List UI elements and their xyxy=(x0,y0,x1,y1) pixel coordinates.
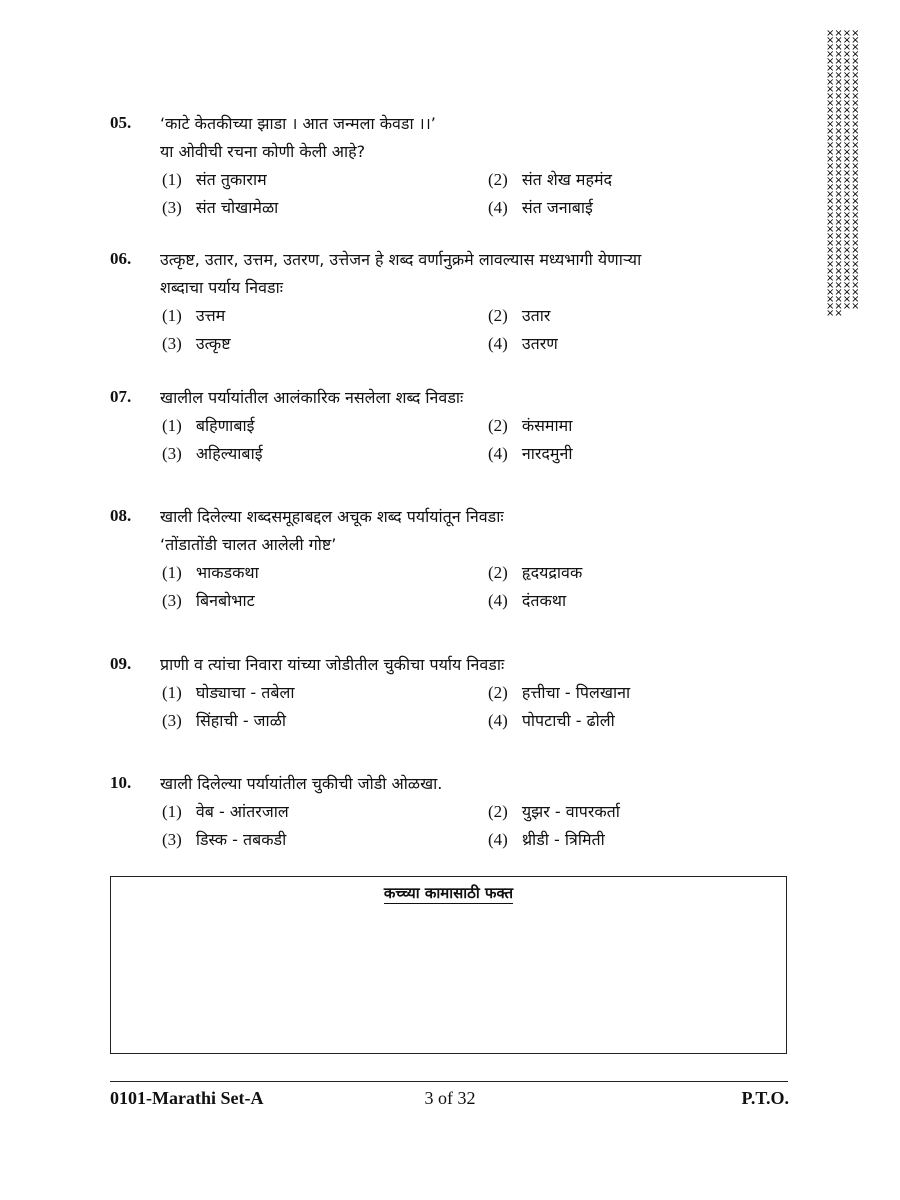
question-line: खाली दिलेल्या शब्दसमूहाबद्दल अचूक शब्द पर्यायांतून निवडाः xyxy=(160,507,504,526)
option-1[interactable] xyxy=(162,302,225,330)
option-number: (3) xyxy=(162,591,182,610)
question-number: 10. xyxy=(110,773,132,792)
option-2[interactable] xyxy=(488,412,572,440)
option-number: (3) xyxy=(162,334,182,353)
option-number: (1) xyxy=(162,170,182,189)
option-text: थ्रीडी - त्रिमिती xyxy=(521,830,605,849)
question-09 xyxy=(110,651,790,735)
option-2[interactable] xyxy=(488,302,550,330)
option-number: (2) xyxy=(488,563,508,582)
option-3[interactable] xyxy=(162,330,231,358)
option-2[interactable] xyxy=(488,559,582,587)
option-number: (2) xyxy=(488,802,508,821)
question-text xyxy=(160,651,790,679)
option-number: (3) xyxy=(162,198,182,217)
option-4[interactable] xyxy=(488,330,558,358)
option-text: बहिणाबाई xyxy=(195,416,255,435)
rough-work-box xyxy=(110,876,787,1054)
option-text: युझर - वापरकर्ता xyxy=(521,802,620,821)
option-text: भाकडकथा xyxy=(195,563,259,582)
option-1[interactable] xyxy=(162,679,294,707)
question-line: ‘काटे केतकीच्या झाडा । आत जन्मला केवडा ।।’ xyxy=(160,114,436,133)
options xyxy=(162,559,790,615)
option-4[interactable] xyxy=(488,440,572,468)
option-text: उतरण xyxy=(521,334,558,353)
option-number: (3) xyxy=(162,830,182,849)
option-3[interactable] xyxy=(162,440,263,468)
question-line: प्राणी व त्यांचा निवारा यांच्या जोडीतील चुकीचा पर्याय निवडाः xyxy=(160,655,505,674)
option-text: उत्कृष्ट xyxy=(195,334,231,353)
question-number: 08. xyxy=(110,506,132,525)
option-text: संत शेख महमंद xyxy=(521,170,613,189)
rough-work-title xyxy=(111,883,786,903)
option-text: हृदयद्रावक xyxy=(521,563,583,582)
option-3[interactable] xyxy=(162,587,255,615)
option-number: (1) xyxy=(162,802,182,821)
option-number: (1) xyxy=(162,416,182,435)
question-number: 05. xyxy=(110,113,132,132)
option-text: हत्तीचा - पिलखाना xyxy=(521,683,631,702)
option-text: पोपटाची - ढोली xyxy=(521,711,615,730)
option-number: (1) xyxy=(162,683,182,702)
question-number: 07. xyxy=(110,387,132,406)
options xyxy=(162,798,790,854)
option-1[interactable] xyxy=(162,166,267,194)
option-text: उत्तम xyxy=(195,306,226,325)
option-text: सिंहाची - जाळी xyxy=(195,711,286,730)
options xyxy=(162,412,790,468)
question-05 xyxy=(110,110,790,222)
options xyxy=(162,679,790,735)
option-number: (3) xyxy=(162,711,182,730)
option-text: दंतकथा xyxy=(521,591,567,610)
option-number: (3) xyxy=(162,444,182,463)
option-number: (1) xyxy=(162,306,182,325)
question-text xyxy=(160,770,790,798)
option-text: नारदमुनी xyxy=(521,444,573,463)
margin-pattern: ×××××××××××××××××××××××××××××××××××××××××××××××××××××××××××××××××××××××××××××××××××××××××××××××××××××××××××××××××××××××××××××××××××××××××××××××××××××××××××××××××× xyxy=(826,28,860,319)
option-4[interactable] xyxy=(488,826,605,854)
question-number: 06. xyxy=(110,249,132,268)
option-number: (4) xyxy=(488,334,508,353)
option-2[interactable] xyxy=(488,798,620,826)
option-text: उतार xyxy=(521,306,551,325)
question-text xyxy=(160,503,790,559)
options xyxy=(162,166,790,222)
option-4[interactable] xyxy=(488,587,566,615)
option-3[interactable] xyxy=(162,826,286,854)
option-1[interactable] xyxy=(162,559,259,587)
option-text: बिनबोभाट xyxy=(195,591,255,610)
option-text: डिस्क - तबकडी xyxy=(195,830,287,849)
question-line: शब्दाचा पर्याय निवडाः xyxy=(160,278,283,297)
question-line: खालील पर्यायांतील आलंकारिक नसलेला शब्द निवडाः xyxy=(160,388,464,407)
option-4[interactable] xyxy=(488,194,593,222)
option-number: (4) xyxy=(488,711,508,730)
question-06 xyxy=(110,246,790,358)
paper-code: 0101-Marathi Set-A xyxy=(110,1088,264,1108)
option-number: (4) xyxy=(488,198,508,217)
option-2[interactable] xyxy=(488,166,612,194)
option-3[interactable] xyxy=(162,707,286,735)
option-text: घोड्याचा - तबेला xyxy=(195,683,295,702)
option-number: (1) xyxy=(162,563,182,582)
question-line: उत्कृष्ट, उतार, उत्तम, उतरण, उत्तेजन हे शब्द वर्णानुक्रमे लावल्यास मध्यभागी येणाऱ्या xyxy=(160,250,642,269)
question-text xyxy=(160,110,790,166)
option-number: (2) xyxy=(488,683,508,702)
option-number: (4) xyxy=(488,444,508,463)
option-1[interactable] xyxy=(162,798,289,826)
question-text xyxy=(160,246,790,302)
option-1[interactable] xyxy=(162,412,254,440)
option-2[interactable] xyxy=(488,679,630,707)
option-text: कंसमामा xyxy=(521,416,573,435)
question-text xyxy=(160,384,790,412)
question-number: 09. xyxy=(110,654,132,673)
option-number: (2) xyxy=(488,416,508,435)
question-07 xyxy=(110,384,790,468)
question-08 xyxy=(110,503,790,615)
option-number: (2) xyxy=(488,170,508,189)
option-text: संत चोखामेळा xyxy=(195,198,279,217)
option-number: (4) xyxy=(488,830,508,849)
option-text: संत तुकाराम xyxy=(195,170,267,189)
question-line: ‘तोंडातोंडी चालत आलेली गोष्ट’ xyxy=(160,535,337,554)
rough-work-title-text: कच्च्या कामासाठी फक्त xyxy=(383,884,514,902)
option-text: संत जनाबाई xyxy=(521,198,593,217)
option-4[interactable] xyxy=(488,707,615,735)
option-number: (2) xyxy=(488,306,508,325)
question-line: या ओवीची रचना कोणी केली आहे? xyxy=(160,142,366,161)
option-3[interactable] xyxy=(162,194,278,222)
footer-rule xyxy=(110,1081,788,1082)
pto-label: P.T.O. xyxy=(741,1088,789,1108)
option-text: अहिल्याबाई xyxy=(195,444,263,463)
question-line: खाली दिलेल्या पर्यायांतील चुकीची जोडी ओळखा. xyxy=(160,774,443,793)
option-text: वेब - आंतरजाल xyxy=(195,802,289,821)
option-number: (4) xyxy=(488,591,508,610)
question-10 xyxy=(110,770,790,854)
page-number: 3 of 32 xyxy=(424,1088,476,1108)
options xyxy=(162,302,790,358)
